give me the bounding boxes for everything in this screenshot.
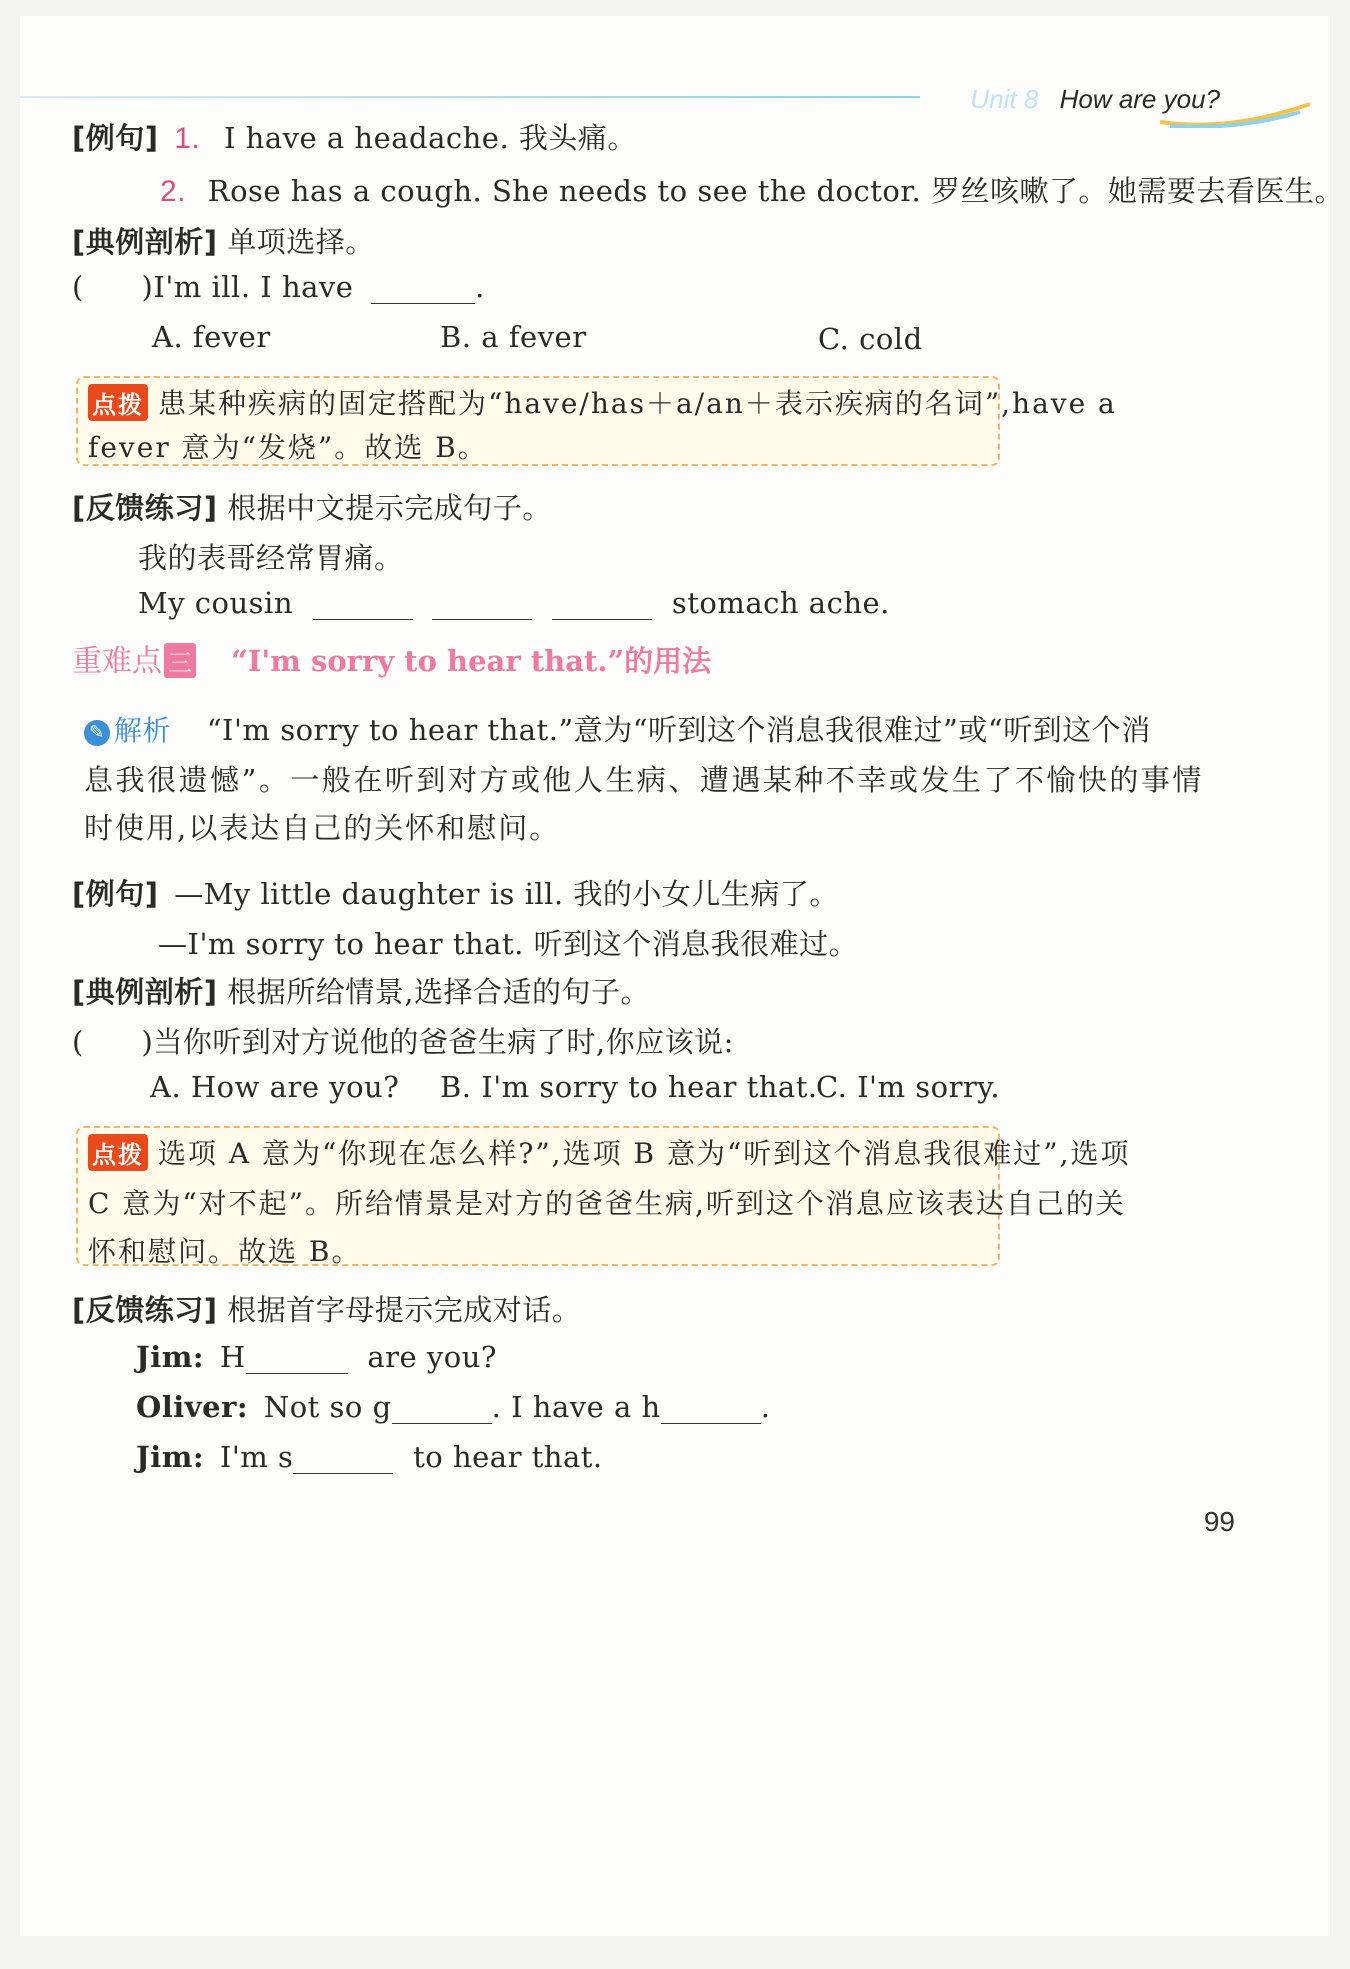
tip-badge: 点拨 [88, 1134, 148, 1171]
option-c: C. cold [818, 322, 923, 356]
section-number-badge: 三 [164, 643, 196, 678]
section-subtitle: “I'm sorry to hear that.”的用法 [231, 644, 712, 678]
analysis-text: “I'm sorry to hear that.”意为“听到这个消息我很难过”或“听到这个消 [206, 713, 1151, 747]
dialogue-text: H [219, 1340, 246, 1374]
answer-blank[interactable] [392, 1422, 492, 1424]
dialogue-text: to hear that. [413, 1440, 603, 1474]
option-b: B. I'm sorry to hear that. [440, 1070, 818, 1104]
pencil-icon: ✎ [84, 720, 110, 746]
answer-paren: ( [72, 270, 84, 304]
example-number: 1. [174, 122, 201, 155]
question-2 [72, 1020, 734, 1061]
practice-instruction: 根据首字母提示完成对话。 [227, 1293, 582, 1327]
header-rule [20, 96, 920, 98]
option-a: A. How are you? [150, 1070, 400, 1104]
speaker-name: Oliver: [136, 1390, 249, 1424]
example-dialogue-2: —I'm sorry to hear that. 听到这个消息我很难过。 [158, 927, 859, 961]
example-label: [例句] [72, 877, 159, 911]
dialogue-text: . I have a h [491, 1390, 661, 1424]
question-text: )当你听到对方说他的爸爸生病了时,你应该说: [141, 1025, 734, 1059]
dialogue-text: Not so g [263, 1390, 392, 1424]
answer-blank[interactable] [432, 618, 532, 620]
answer-blank[interactable] [313, 618, 413, 620]
analysis-line-2: 息我很遗憾”。一般在听到对方或他人生病、遭遇某种不幸或发生了不愉快的事情 [84, 763, 1204, 797]
speaker-name: Jim: [136, 1340, 205, 1374]
tip-box-1 [76, 376, 1117, 466]
practice-heading [72, 1288, 581, 1329]
tip-line [88, 1132, 1130, 1172]
practice-sentence-start: My cousin [138, 586, 294, 620]
example-text: Rose has a cough. She needs to see the doctor. 罗丝咳嗽了。她需要去看医生。 [207, 174, 1344, 208]
practice-label: [反馈练习] [72, 491, 218, 525]
practice-instruction: 根据中文提示完成句子。 [227, 491, 552, 525]
section-3-heading [72, 636, 711, 680]
analysis-line-3: 时使用,以表达自己的关怀和慰问。 [84, 811, 561, 845]
page-number: 99 [1203, 1506, 1235, 1537]
question-1 [72, 270, 485, 304]
answer-blank[interactable] [552, 618, 652, 620]
example-number: 2. [160, 175, 187, 208]
case-analysis-heading [72, 220, 375, 261]
tip-line: C 意为“对不起”。所给情景是对方的爸爸生病,听到这个消息应该表达自己的关 [88, 1187, 1126, 1220]
tip-text: 选项 A 意为“你现在怎么样?”,选项 B 意为“听到这个消息我很难过”,选项 [158, 1137, 1131, 1170]
answer-blank[interactable] [371, 302, 475, 304]
header-unit: Unit 8 [970, 84, 1039, 114]
example-text: —My little daughter is ill. 我的小女儿生病了。 [174, 877, 839, 911]
example-text: I have a headache. 我头痛。 [223, 121, 637, 155]
case-analysis-label: [典例剖析] [72, 225, 218, 259]
example-label: [例句] [72, 121, 159, 155]
practice-sentence-end: stomach ache. [671, 586, 890, 620]
tip-line [88, 382, 1117, 422]
analysis-label-text: 解析 [114, 714, 172, 747]
dialogue-line-1 [136, 1340, 497, 1374]
tip-line: 怀和慰问。故选 B。 [88, 1235, 362, 1268]
textbook-page [20, 16, 1344, 1936]
case-analysis-label: [典例剖析] [72, 975, 218, 1009]
dialogue-end: . [760, 1390, 771, 1424]
example-dialogue-1 [72, 872, 839, 913]
answer-blank[interactable] [661, 1422, 761, 1424]
question-end: . [475, 270, 485, 304]
dialogue-line-2 [136, 1390, 770, 1424]
practice-heading [72, 486, 552, 527]
analysis-line-1 [84, 708, 1151, 749]
practice-sentence [138, 586, 890, 620]
question-text: )I'm ill. I have [141, 270, 354, 304]
case-analysis-instruction: 单项选择。 [227, 225, 375, 259]
example-1 [72, 116, 637, 157]
analysis-label [84, 714, 171, 747]
example-2 [160, 169, 1344, 210]
option-c: C. I'm sorry. [816, 1070, 1001, 1104]
header-title: How are you? [1059, 84, 1220, 114]
header-swoosh-decoration [1160, 102, 1310, 128]
answer-blank[interactable] [246, 1372, 348, 1374]
option-b: B. a fever [440, 320, 587, 354]
case-analysis-instruction: 根据所给情景,选择合适的句子。 [227, 975, 650, 1009]
section-title: 重难点 [72, 644, 162, 679]
dialogue-text: I'm s [219, 1440, 294, 1474]
answer-paren: ( [72, 1025, 84, 1059]
dialogue-text: are you? [367, 1340, 497, 1374]
practice-label: [反馈练习] [72, 1293, 218, 1327]
tip-badge: 点拨 [88, 384, 148, 421]
option-a: A. fever [152, 320, 271, 354]
tip-line: fever 意为“发烧”。故选 B。 [88, 431, 488, 464]
case-analysis-heading [72, 970, 650, 1011]
answer-blank[interactable] [293, 1472, 393, 1474]
dialogue-line-3 [136, 1440, 603, 1474]
tip-text: 患某种疾病的固定搭配为“have/has＋a/an＋表示疾病的名词”,have a [158, 387, 1117, 420]
tip-box-2 [76, 1126, 1131, 1268]
speaker-name: Jim: [136, 1440, 205, 1474]
practice-chinese-prompt: 我的表哥经常胃痛。 [138, 541, 404, 575]
